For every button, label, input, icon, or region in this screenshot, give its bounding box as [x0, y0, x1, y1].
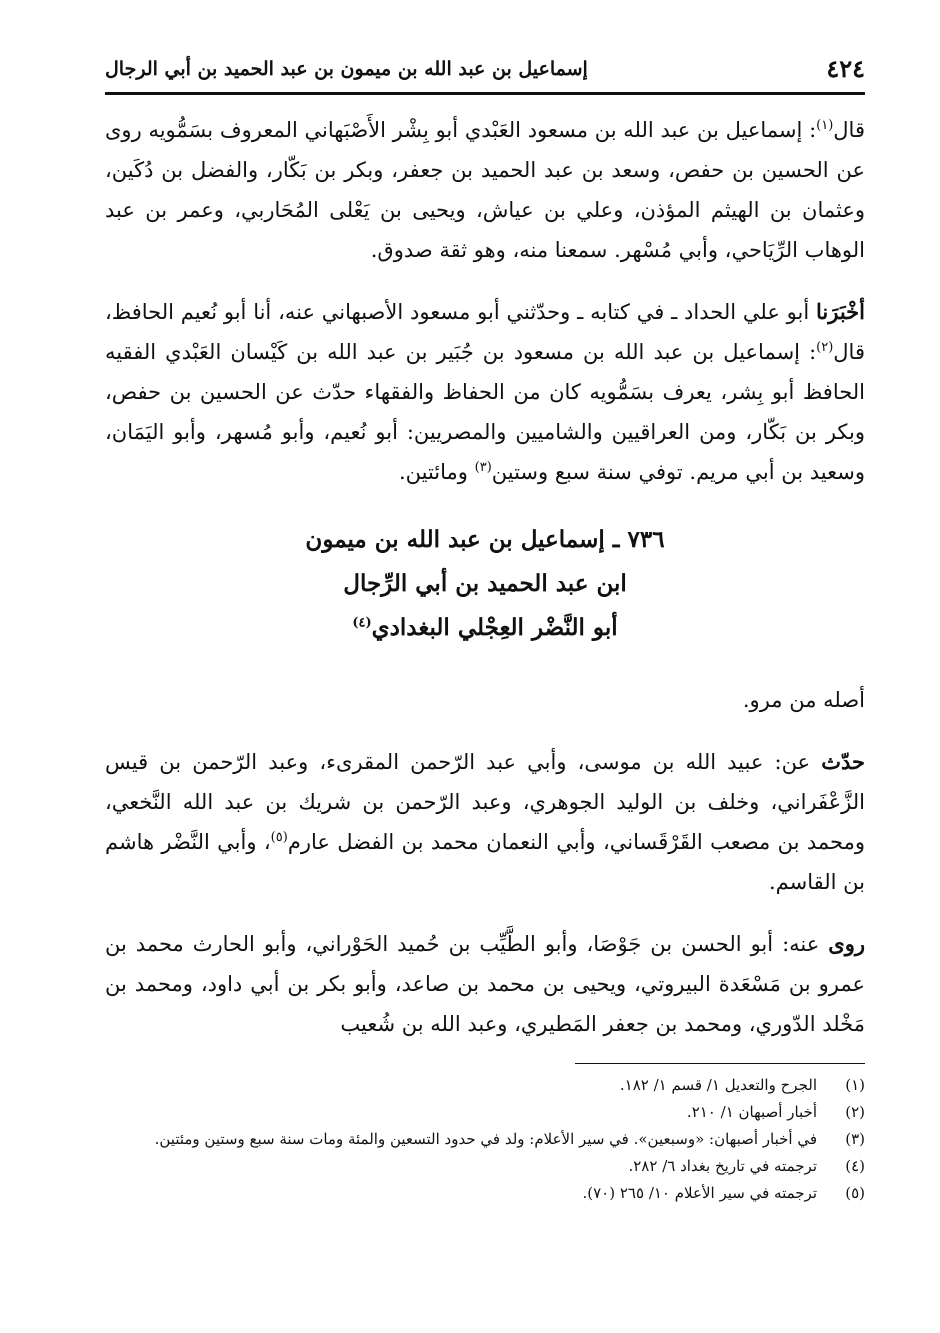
footnote: [105, 1153, 865, 1180]
footnote: [105, 1072, 865, 1099]
header-rule: [105, 92, 865, 95]
entry-heading-line-3-text: أبو النَّضْر العِجْلي البغدادي: [371, 614, 618, 641]
entry-heading-line-3: [105, 606, 865, 650]
footnote-rule: [575, 1063, 865, 1064]
paragraph-2-lead: أخْبَرَنا: [816, 299, 865, 324]
page-number: ٤٢٤: [826, 54, 865, 83]
footnote-ref-1: (١): [816, 118, 834, 133]
entry-heading: [105, 518, 865, 650]
paragraph-1-lead: قال: [833, 118, 865, 142]
main-text: [105, 110, 865, 1044]
paragraph-5: [105, 924, 865, 1044]
footnote-number: (٤): [845, 1157, 865, 1175]
footnote-text: ترجمته في سير الأعلام ١٠/ ٢٦٥ (٧٠).: [582, 1184, 817, 1202]
footnote-ref-2: (٢): [816, 340, 834, 355]
footnote-number: (٢): [845, 1103, 865, 1121]
paragraph-3-text: أصله من مرو.: [742, 688, 865, 712]
paragraph-1: [105, 110, 865, 270]
footnote-text: في أخبار أصبهان: «وسبعين». في سير الأعلام: ولد في حدود التسعين والمئة ومات سنة سبع وستين ومئتين.: [154, 1130, 817, 1148]
paragraph-1-text: : إسماعيل بن عبد الله بن مسعود العَبْدي أبو بِشْر الأَصْبَهاني المعروف بسَمُّويه روى عن الحسين بن حفص، وسعد بن عبد الحميد بن جعفر، وبكر بن بَكّار، والفضل بن دُكَين، وعثمان بن الهيثم المؤذن، وعلي بن عياش، ويحيى بن يَعْلى المُحَاربي، وعمر بن عبد الوهاب الرِّيَاحي، وأبي مُسْهر. سمعنا منه، وهو ثقة صدوق.: [105, 118, 865, 262]
footnote: [105, 1099, 865, 1126]
entry-heading-line-1: ٧٣٦ ـ إسماعيل بن عبد الله بن ميمون: [305, 526, 665, 553]
running-title: إسماعيل بن عبد الله بن ميمون بن عبد الحميد بن أبي الرجال: [105, 58, 588, 80]
entry-heading-line-2: ابن عبد الحميد بن أبي الرِّجال: [343, 570, 627, 597]
paragraph-2-text-b: : إسماعيل بن عبد الله بن مسعود بن جُبَير بن عبد الله بن كَيْسان العَبْدي الفقيه الحافظ أبو بِشر، يعرف بسَمُّويه كان من الحفاظ والفقهاء حدّث عن الحسين بن حفص، وبكر بن بَكّار، ومن العراقيين والشاميين والمصريين: أبو نُعيم، وأبو مُسهر، وأبو اليَمَان، وسعيد بن أبي مريم. توفي سنة سبع وستين: [105, 340, 865, 484]
paragraph-5-text: عنه: أبو الحسن بن جَوْصَا، وأبو الطَّيِّب بن حُميد الحَوْراني، وأبو الحارث محمد بن عمرو بن مَسْعَدة البيروتي، ويحيى بن محمد بن صاعد، وأبو بكر بن أبي داود، ومحمد بن مَخْلد الدّوري، ومحمد بن جعفر المَطيري، وعبد الله بن شُعيب: [105, 932, 865, 1036]
footnote-text: الجرح والتعديل ١/ قسم ١/ ١٨٢.: [619, 1076, 817, 1094]
footnote-ref-3: (٣): [474, 460, 492, 475]
footnote-number: (٥): [845, 1184, 865, 1202]
footnote-ref-4: (٤): [352, 615, 372, 631]
footnote-number: (٣): [845, 1130, 865, 1148]
footnote-number: (١): [845, 1076, 865, 1094]
footnote-ref-5: (٥): [270, 830, 288, 845]
footnote-text: أخبار أصبهان ١/ ٢١٠.: [686, 1103, 817, 1121]
paragraph-4-text-a: عن: عبيد الله بن موسى، وأبي عبد الرّحمن المقرىء، وعبد الرّحمن بن قيس الزَّعْفَراني، وخلف بن الوليد الجوهري، وعبد الرّحمن بن شريك بن عبد الله النَّخعي، ومحمد بن مصعب القَرْقَساني، وأبي النعمان محمد بن الفضل عارم: [105, 750, 865, 854]
footnote: [105, 1126, 865, 1153]
paragraph-4-text-b: ، وأبي النَّضْر هاشم بن القاسم.: [105, 830, 865, 894]
paragraph-4-lead: حدّث: [821, 749, 865, 774]
paragraph-2-text-c: ومائتين.: [398, 460, 468, 484]
page-header: [105, 50, 865, 94]
paragraph-2: [105, 292, 865, 492]
footnote-text: ترجمته في تاريخ بغداد ٦/ ٢٨٢.: [628, 1157, 817, 1175]
paragraph-3: [105, 680, 865, 720]
footnotes: [105, 1072, 865, 1207]
paragraph-5-lead: روى: [828, 931, 865, 956]
paragraph-2-text-a: أبو علي الحداد ـ في كتابه ـ وحدّثني أبو مسعود الأصبهاني عنه، أنا أبو نُعيم الحافظ، قال: [105, 300, 865, 364]
footnote: [105, 1180, 865, 1207]
paragraph-4: [105, 742, 865, 902]
